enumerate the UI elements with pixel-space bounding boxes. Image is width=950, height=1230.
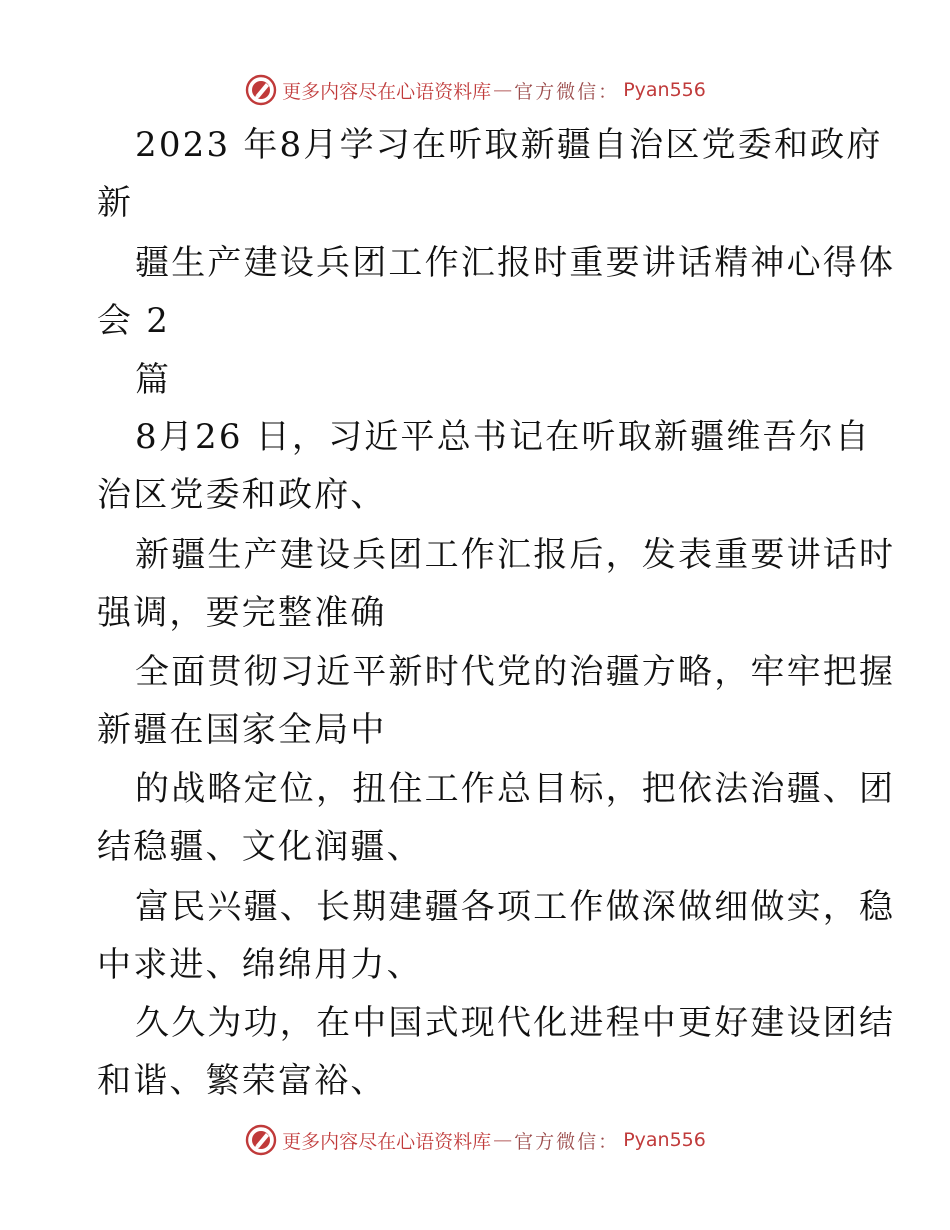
watermark-dash: — — [493, 79, 513, 101]
body-line-9: 强调，要完整准确 — [97, 593, 387, 633]
watermark-wechat-label: 官方微信： — [514, 1130, 620, 1153]
pen-logo-icon — [244, 73, 278, 107]
body-line-6: 8月26 日，习近平总书记在听取新疆维吾尔自 — [135, 417, 872, 457]
body-line-3: 疆生产建设兵团工作汇报时重要讲话精神心得体 — [135, 243, 896, 283]
header-watermark — [0, 70, 950, 110]
watermark-dash: — — [493, 1129, 513, 1151]
body-line-8: 新疆生产建设兵团工作汇报后，发表重要讲话时 — [135, 535, 896, 575]
body-line-15: 中求进、绵绵用力、 — [97, 945, 423, 985]
footer-watermark — [0, 1120, 950, 1160]
watermark-text: 更多内容尽在心语资料库 — [282, 80, 492, 103]
watermark-wechat-id: Pyan556 — [623, 79, 706, 101]
body-line-17: 和谐、繁荣富裕、 — [97, 1061, 387, 1101]
body-line-4: 会 2 — [97, 301, 171, 341]
body-line-2: 新 — [97, 183, 134, 223]
body-line-14: 富民兴疆、长期建疆各项工作做深做细做实，稳 — [135, 887, 896, 927]
body-line-16: 久久为功，在中国式现代化进程中更好建设团结 — [135, 1003, 896, 1043]
body-line-13: 结稳疆、文化润疆、 — [97, 827, 423, 867]
pen-logo-icon — [244, 1123, 278, 1157]
body-line-12: 的战略定位，扭住工作总目标，把依法治疆、团 — [135, 769, 896, 809]
watermark-wechat-id: Pyan556 — [623, 1129, 706, 1151]
body-line-7: 治区党委和政府、 — [97, 475, 387, 515]
body-line-10: 全面贯彻习近平新时代党的治疆方略，牢牢把握 — [135, 652, 896, 692]
watermark-wechat-label: 官方微信： — [514, 80, 620, 103]
body-line-5: 篇 — [135, 360, 172, 400]
body-line-1: 2023 年8月学习在听取新疆自治区党委和政府 — [135, 125, 883, 165]
watermark-text: 更多内容尽在心语资料库 — [282, 1130, 492, 1153]
body-line-11: 新疆在国家全局中 — [97, 710, 387, 750]
